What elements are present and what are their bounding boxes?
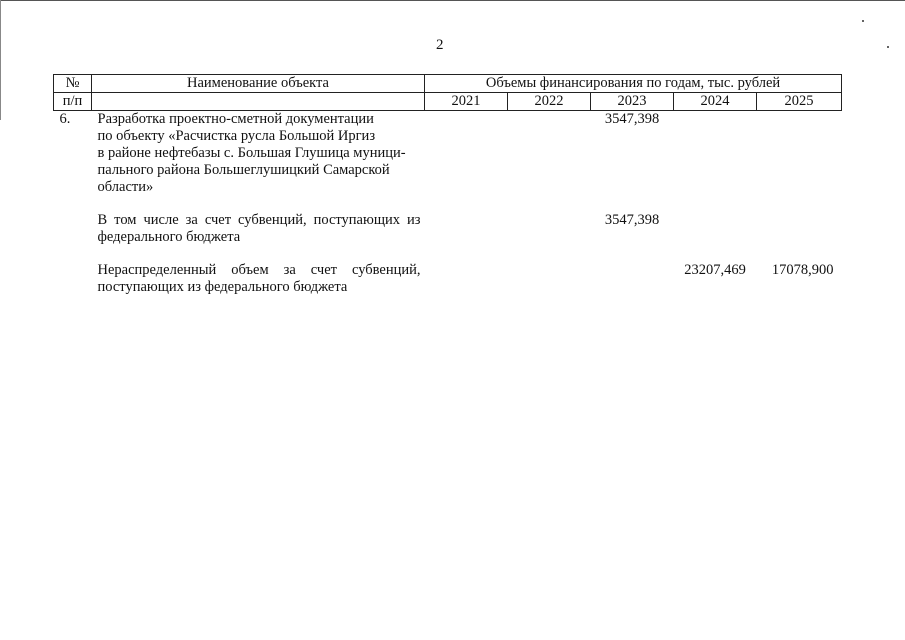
header-year-2022: 2022 xyxy=(508,93,591,111)
row-number xyxy=(54,262,92,296)
object-name-line: по объекту «Расчистка русла Большой Иргиз xyxy=(97,128,376,144)
subsidy-text: В том числе за счет субвенций, поступающих из федерального бюджета xyxy=(97,212,421,245)
page-left-edge xyxy=(0,0,1,120)
value-2024: 23207,469 xyxy=(684,262,746,278)
header-year-2024: 2024 xyxy=(674,93,757,111)
value-2025 xyxy=(757,111,842,197)
page-number: 2 xyxy=(436,37,444,53)
value-2022 xyxy=(508,111,591,197)
row-spacer xyxy=(54,196,842,212)
value-2023 xyxy=(591,262,674,296)
header-year-2023: 2023 xyxy=(591,93,674,111)
value-2023: 3547,398 xyxy=(604,212,660,228)
value-2023: 3547,398 xyxy=(604,111,660,127)
table-row xyxy=(54,111,842,197)
funding-table xyxy=(53,74,842,296)
page-top-edge xyxy=(0,0,905,4)
header-year-2025: 2025 xyxy=(757,93,842,111)
value-2021 xyxy=(425,111,508,197)
value-2025: 17078,900 xyxy=(771,262,834,278)
header-num: № xyxy=(54,75,92,93)
table-row xyxy=(54,212,842,246)
unallocated-text: Нераспределенный объем за счет субвенций, поступающих из федерального бюджета xyxy=(97,262,421,295)
value-2024 xyxy=(674,212,757,246)
row-spacer xyxy=(54,246,842,262)
header-name-sub xyxy=(92,93,425,111)
row-number xyxy=(54,212,92,246)
row-number: 6. xyxy=(59,111,71,127)
value-2021 xyxy=(425,262,508,296)
scan-speck xyxy=(862,20,864,22)
object-name xyxy=(92,111,425,197)
header-num-sub: п/п xyxy=(54,93,92,111)
value-2025 xyxy=(757,212,842,246)
object-name-line: области» xyxy=(97,179,154,195)
header-year-2021: 2021 xyxy=(425,93,508,111)
header-name: Наименование объекта xyxy=(92,75,425,93)
object-name-line: Разработка проектно-сметной документации xyxy=(97,111,374,127)
value-2022 xyxy=(508,212,591,246)
table-row xyxy=(54,262,842,296)
object-name-line: в районе нефтебазы с. Большая Глушица муници- xyxy=(97,145,406,161)
scan-speck xyxy=(887,46,889,48)
value-2021 xyxy=(425,212,508,246)
header-funding: Объемы финансирования по годам, тыс. рублей xyxy=(425,75,842,93)
value-2022 xyxy=(508,262,591,296)
value-2024 xyxy=(674,111,757,197)
object-name-line: пального района Большеглушицкий Самарской xyxy=(97,162,390,178)
